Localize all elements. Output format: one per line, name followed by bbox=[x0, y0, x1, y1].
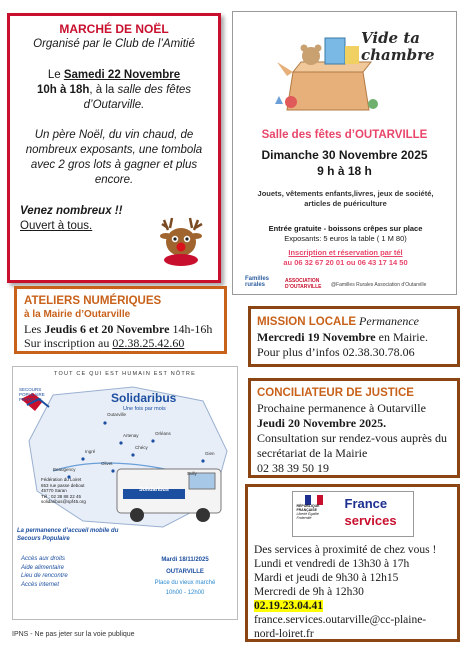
mission-locale-box bbox=[248, 306, 460, 367]
city-label: Beaugency bbox=[53, 467, 76, 472]
exposants-text: Exposants: 5 euros la table ( 1 M 80) bbox=[284, 234, 407, 243]
ateliers-phone[interactable]: 02.38.25.42.60 bbox=[112, 336, 185, 350]
france-services-brand2: services bbox=[344, 513, 397, 528]
secours-populaire-logo bbox=[19, 387, 45, 402]
text-le: Le bbox=[47, 69, 64, 81]
entree-text: Entrée gratuite - boissons crêpes sur place bbox=[268, 224, 423, 233]
fr-line1: Familles bbox=[245, 276, 270, 282]
fs-line1: Des services à proximité de chez vous ! bbox=[254, 544, 437, 556]
spf-tagline: TOUT CE QUI EST HUMAIN EST NÔTRE bbox=[54, 371, 196, 377]
poster-items: Jouets, vêtements enfants,livres, jeux de société, articles de puériculture bbox=[257, 189, 434, 208]
ateliers-numeriques-box bbox=[14, 286, 227, 354]
city-label: Ingré bbox=[85, 449, 96, 454]
service-item: Lieu de rencontre bbox=[21, 573, 68, 579]
ateliers-hours: 14h-16h bbox=[169, 322, 213, 336]
marche-noel-hours: 10h à 18h bbox=[36, 84, 90, 96]
solidaribus-date: Mardi 18/11/2025 bbox=[161, 557, 209, 563]
city-label: Orléans bbox=[155, 431, 171, 436]
reindeer-icon bbox=[152, 214, 212, 266]
title-line2: chambre bbox=[361, 46, 435, 64]
ateliers-schedule bbox=[24, 322, 217, 336]
fs-line2: Lundi et vendredi de 13h30 à 17h bbox=[254, 558, 410, 570]
conciliateur-line1: Prochaine permanence à Outarville bbox=[257, 401, 426, 415]
mission-date-line bbox=[257, 330, 451, 345]
fs-phone[interactable]: 02.19.23.04.41 bbox=[254, 600, 323, 612]
fed-line4: Tél : 02 38 88 22 45 bbox=[41, 493, 82, 499]
city-label: Gien bbox=[205, 451, 215, 456]
text-sur-inscription: Sur inscription au bbox=[24, 336, 113, 350]
service-item: Accès internet bbox=[21, 581, 60, 588]
asso-line2: D’OUTARVILLE bbox=[285, 284, 322, 290]
marche-noel-title: MARCHÉ DE NOËL bbox=[59, 22, 169, 36]
fs-email[interactable]: france.services.outarville@cc-plaine-nord-loiret.fr bbox=[254, 614, 427, 640]
poster-footer bbox=[245, 276, 450, 294]
marche-noel-venez: Venez nombreux !! bbox=[20, 205, 123, 217]
asso-line1: ASSOCIATION bbox=[285, 278, 320, 284]
city-label: Sully bbox=[187, 471, 197, 476]
mission-header bbox=[257, 314, 451, 330]
conciliateur-box bbox=[248, 378, 460, 478]
fed-line1: Fédération du Loiret bbox=[41, 477, 82, 482]
mission-title: MISSION LOCALE bbox=[257, 316, 357, 328]
france-services-box bbox=[245, 484, 460, 642]
ipns-footer: IPNS - Ne pas jeter sur la voie publique bbox=[12, 631, 135, 638]
solidaribus-time: 10h00 - 12h00 bbox=[165, 590, 205, 596]
france-services-logo bbox=[292, 491, 414, 537]
rf-line2: FRANÇAISE bbox=[296, 508, 317, 512]
marche-noel-organiser: Organisé par le Club de l’Amitié bbox=[33, 38, 195, 50]
inscription-text: Inscription et réservation par tél bbox=[288, 248, 403, 257]
fr-line2: rurales bbox=[245, 282, 266, 288]
poster-inscription bbox=[243, 248, 448, 268]
poster-date: Dimanche 30 Novembre 2025 bbox=[261, 148, 428, 162]
city-label: Olivet bbox=[101, 461, 113, 466]
ateliers-title: ATELIERS NUMÉRIQUES bbox=[24, 295, 162, 307]
spf-line1: SECOURS bbox=[19, 387, 42, 392]
marche-noel-place: salle des fêtes bbox=[117, 84, 192, 96]
conciliateur-phone[interactable]: 02 38 39 50 19 bbox=[257, 461, 329, 475]
mission-info: Pour plus d’infos 02.38.30.78.06 bbox=[257, 345, 415, 359]
marche-noel-description: Un père Noël, du vin chaud, de nombreux exposants, une tombola avec 2 gros lots à gagner et plus encore. bbox=[25, 129, 203, 186]
ateliers-subtitle: à la Mairie d’Outarville bbox=[24, 309, 131, 320]
solidaribus-poster bbox=[12, 366, 238, 620]
vide-ta-chambre-poster bbox=[232, 11, 457, 295]
bus-label: Solidaribus bbox=[139, 487, 169, 493]
fed-line3: 45770 Saran bbox=[41, 488, 67, 493]
text-a-la: , à la bbox=[89, 84, 118, 96]
spf-line3: FRANÇAIS bbox=[19, 397, 42, 402]
poster-entree bbox=[243, 224, 448, 244]
fed-line2: 653 rue passe debout bbox=[41, 482, 85, 488]
marche-noel-day: Samedi 22 Novembre bbox=[63, 69, 181, 81]
france-services-brand1: France bbox=[344, 496, 388, 511]
marche-noel-town: d’Outarville. bbox=[83, 99, 145, 111]
marche-noel-box bbox=[7, 13, 221, 283]
mission-date: Mercredi 19 Novembre bbox=[257, 330, 376, 344]
solidaribus-permanence: La permanence d’accueil mobile du Secours Populaire bbox=[17, 528, 119, 542]
city-label: Chécy bbox=[135, 445, 148, 450]
solidaribus-place: Place du vieux marché bbox=[154, 580, 216, 586]
fs-line3: Mardi et jeudi de 9h30 à 12h15 bbox=[254, 572, 399, 584]
ateliers-days: Jeudis 6 et 20 Novembre bbox=[44, 322, 170, 336]
solidaribus-services bbox=[21, 555, 129, 589]
association-logo bbox=[285, 278, 321, 290]
rf-line1: RÉPUBLIQUE bbox=[296, 504, 320, 508]
familles-rurales-logo bbox=[245, 276, 269, 288]
title-line1: Vide ta bbox=[361, 29, 420, 47]
federation-address bbox=[41, 477, 86, 505]
solidaribus-brand: Solidaribus bbox=[111, 391, 177, 405]
conciliateur-date: Jeudi 20 Novembre 2025. bbox=[257, 416, 387, 430]
mission-perm: Permanence bbox=[356, 314, 420, 328]
city-label: Artenay bbox=[123, 433, 139, 438]
republique-francaise-logo bbox=[297, 504, 325, 520]
fs-phone-line bbox=[254, 599, 451, 613]
marche-noel-ouvert: Ouvert à tous. bbox=[20, 220, 93, 232]
conciliateur-rdv: Consultation sur rendez-vous auprès du secrétariat de la Mairie bbox=[257, 431, 447, 460]
facebook-handle: @Familles Rurales Association d’Outarville bbox=[331, 282, 427, 288]
service-item: Accès aux droits bbox=[21, 556, 66, 562]
marche-noel-when bbox=[20, 68, 208, 113]
poster-hours: 9 h à 18 h bbox=[317, 164, 372, 178]
inscription-phones: au 06 32 67 20 01 ou 06 43 17 14 50 bbox=[283, 258, 408, 267]
solidaribus-frequency: Une fois par mois bbox=[123, 406, 166, 412]
solidaribus-town: OUTARVILLE bbox=[166, 569, 204, 575]
poster-venue: Salle des fêtes d’OUTARVILLE bbox=[261, 129, 428, 141]
mission-date-suffix: en Mairie. bbox=[375, 330, 428, 344]
conciliateur-title: CONCILIATEUR DE JUSTICE bbox=[257, 387, 414, 399]
ateliers-registration bbox=[24, 336, 217, 350]
fed-line5: solidaribus@spf45.org bbox=[41, 499, 86, 504]
rf-motto: Liberté Égalité Fraternité bbox=[296, 512, 319, 520]
service-item: Aide alimentaire bbox=[21, 564, 65, 571]
city-label: Outarville bbox=[107, 412, 127, 417]
spf-line2: POPULAIRE bbox=[19, 392, 45, 397]
text-les: Les bbox=[24, 322, 45, 336]
fs-line4: Mercredi de 9h à 12h30 bbox=[254, 586, 364, 598]
vide-ta-chambre-title bbox=[361, 30, 451, 64]
